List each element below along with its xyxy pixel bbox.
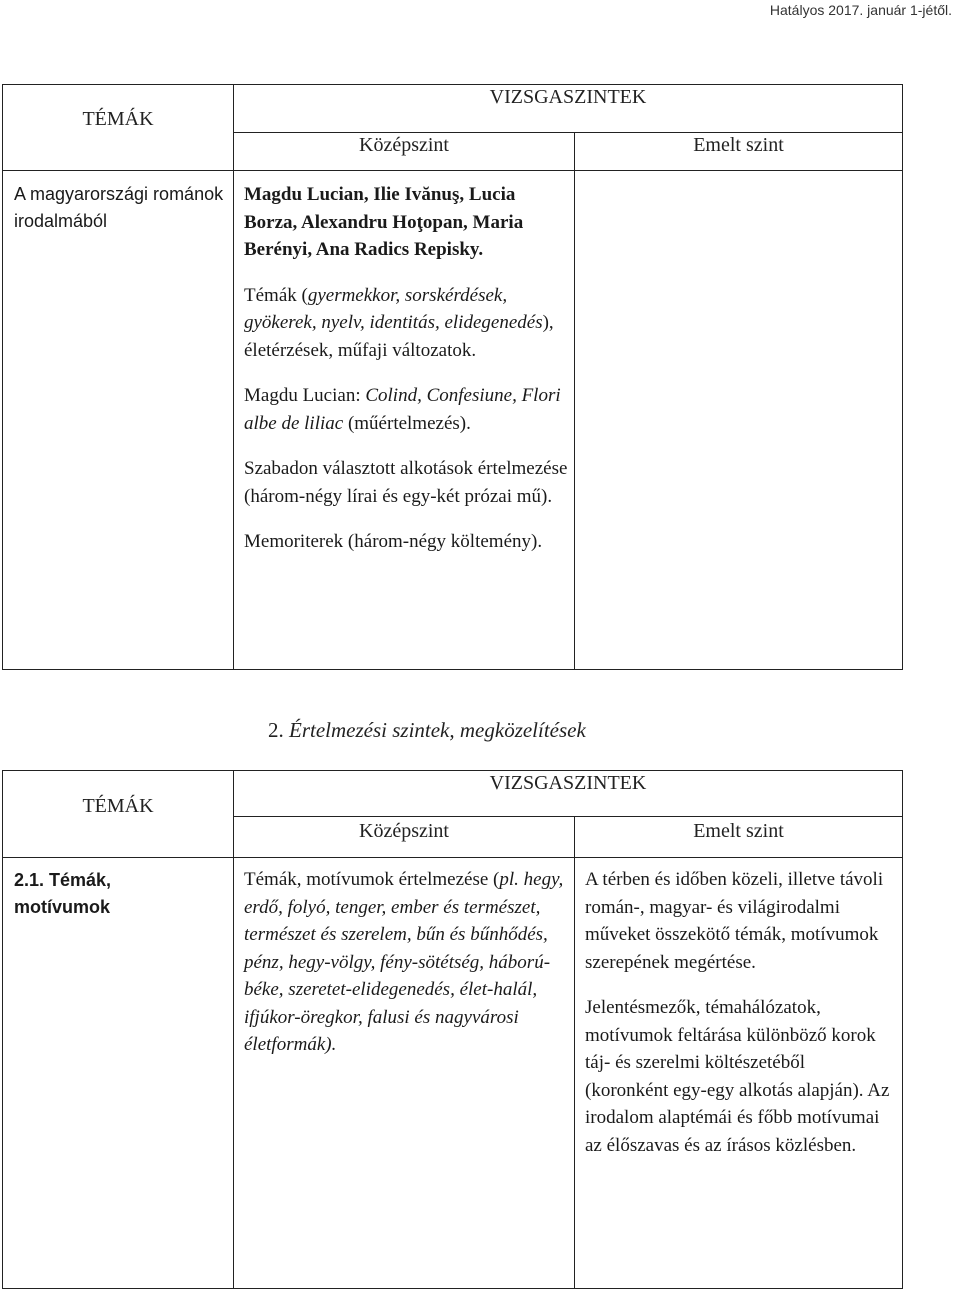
t1-right-border xyxy=(902,84,903,670)
t2-col-divider-1 xyxy=(233,770,234,1289)
t1-header-mid-level: Középszint xyxy=(359,134,449,156)
t1-topic-cell: A magyarországi románok irodalmából xyxy=(14,184,224,231)
t1-header-exam-levels: VIZSGASZINTEK xyxy=(489,86,647,108)
t2-bottom-border xyxy=(2,1288,903,1289)
t1-mid-free-choice: Szabadon választott alkotások értelmezése (három-négy lírai és egy-két prózai mű). xyxy=(244,458,568,507)
t2-header-high-level: Emelt szint xyxy=(693,820,784,842)
t2-high-understanding: A térben és időben közeli, illetve távoli román-, magyar- és világirodalmi műveket összekötő témák, motívumok szerepének megértése. xyxy=(585,869,884,973)
t1-exams-underline xyxy=(233,132,903,133)
t2-mid-level-cell xyxy=(244,866,568,1059)
t1-mid-themes: Témák (gyermekkor, sorskérdések, gyökerek, nyelv, identitás, elidegenedés), életérzések, műfaji változatok. xyxy=(244,284,554,361)
t1-mid-memorization: Memoriterek (három-négy költemény). xyxy=(244,531,543,552)
validity-note: Hatályos 2017. január 1-jétől. xyxy=(769,2,952,18)
t1-header-bottom xyxy=(2,170,903,171)
t2-header-bottom xyxy=(2,857,903,858)
t2-header-mid-level: Középszint xyxy=(359,820,449,842)
section-2-title: 2. Értelmezési szintek, megközelítések xyxy=(268,718,586,742)
t2-top-border xyxy=(2,770,903,771)
t1-mid-authors: Magdu Lucian, Ilie Ivănuş, Lucia Borza, Alexandru Hoţopan, Maria Berényi, Ana Radics Repisky. xyxy=(244,184,524,260)
t1-left-border xyxy=(2,84,3,670)
t1-mid-level-cell xyxy=(244,181,568,556)
t2-header-topics: TÉMÁK xyxy=(82,795,154,817)
t2-right-border xyxy=(902,770,903,1289)
t2-high-level-cell xyxy=(585,866,893,1159)
t1-header-topics: TÉMÁK xyxy=(82,108,154,130)
t2-header-exam-levels: VIZSGASZINTEK xyxy=(489,772,647,794)
t2-exams-underline xyxy=(233,816,903,817)
t2-mid-themes: Témák, motívumok értelmezése (pl. hegy, erdő, folyó, tenger, ember és természet, természet és szerelem, bűn és bűnhődés, pénz, hegy-völgy, fény-sötétség, háború-béke, szeretet-elidegenedés, élet-halál, ifjúkor-öregkor, falusi és nagyvárosi életformák). xyxy=(244,869,564,1055)
t1-mid-works: Magdu Lucian: Colind, Confesiune, Flori albe de liliac (műértelmezés). xyxy=(244,385,561,434)
t1-top-border xyxy=(2,84,903,85)
t1-col-divider-1 xyxy=(233,84,234,670)
t1-bottom-border xyxy=(2,669,903,670)
t2-left-border xyxy=(2,770,3,1289)
t1-header-high-level: Emelt szint xyxy=(693,134,784,156)
t1-col-divider-2 xyxy=(574,132,575,670)
t2-high-semantic-fields: Jelentésmezők, témahálózatok, motívumok feltárása különböző korok táj- és szerelmi költészetéből (koronként egy-egy alkotás alapján). Az irodalom alaptémái és főbb motívumai az élőszavas és az írásos közlésben. xyxy=(585,997,890,1156)
t2-col-divider-2 xyxy=(574,816,575,1289)
t2-topic-cell: 2.1. Témák, motívumok xyxy=(14,870,112,917)
